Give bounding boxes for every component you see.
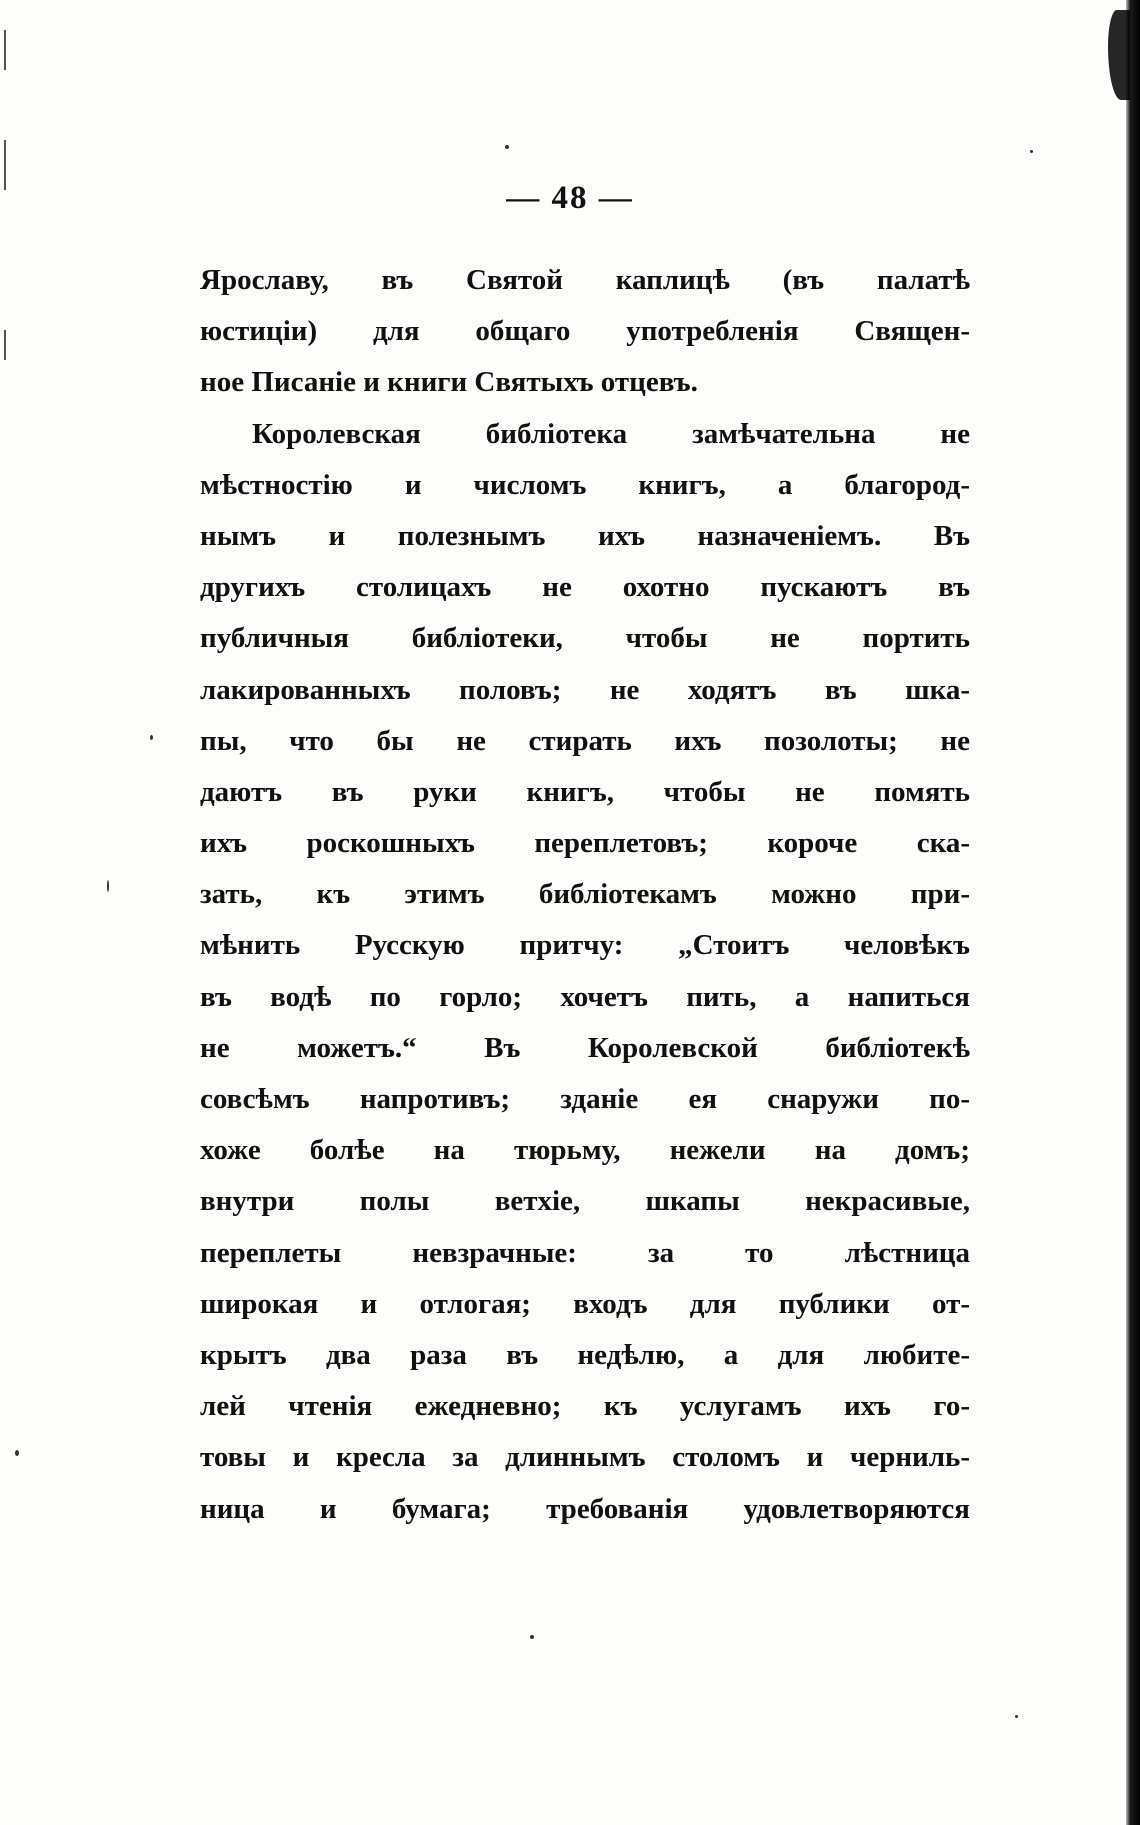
print-speck (1030, 150, 1033, 153)
text-line: переплеты невзрачные: за то лѣстница (200, 1236, 970, 1269)
margin-speck (4, 330, 6, 360)
text-line: публичныя библіотеки, чтобы не портить (200, 622, 970, 655)
text-line: Королевская библіотека замѣчательна не (252, 417, 970, 450)
text-line: лакированныхъ половъ; не ходятъ въ шка- (200, 673, 970, 706)
print-speck (1015, 1715, 1018, 1718)
text-line: широкая и отлогая; входъ для публики от- (200, 1287, 970, 1320)
text-line: другихъ столицахъ не охотно пускаютъ въ (200, 571, 970, 604)
text-line: пы, что бы не стирать ихъ позолоты; не (200, 724, 970, 757)
print-speck (150, 735, 153, 740)
print-speck (505, 145, 509, 149)
print-speck (15, 1450, 19, 1456)
text-line: юстиціи) для общаго употребленія Священ- (200, 315, 970, 348)
text-line: въ водѣ по горло; хочетъ пить, а напиться (200, 980, 970, 1013)
text-line: крытъ два раза въ недѣлю, а для любите- (200, 1338, 970, 1371)
text-line: ное Писаніе и книги Святыхъ отцевъ. (200, 366, 698, 399)
page-number: — 48 — (506, 180, 634, 216)
text-line: мѣнить Русскую притчу: „Стоитъ человѣкъ (200, 929, 970, 962)
body-text (200, 255, 970, 1535)
text-line: не можетъ.“ Въ Королевской библіотекѣ (200, 1031, 970, 1064)
text-line: нымъ и полезнымъ ихъ назначеніемъ. Въ (200, 519, 970, 552)
text-line: совсѣмъ напротивъ; зданіе ея снаружи по- (200, 1083, 970, 1115)
text-line: даютъ въ руки книгъ, чтобы не помять (200, 775, 970, 808)
print-speck (530, 1635, 534, 1639)
text-line: ница и бумага; требованія удовлетворяются (200, 1492, 970, 1525)
text-line: хоже болѣе на тюрьму, нежели на домъ; (200, 1134, 970, 1167)
text-line: зать, къ этимъ библіотекамъ можно при- (200, 878, 970, 911)
print-speck (107, 880, 109, 892)
text-line: мѣстностію и числомъ книгъ, а благород- (200, 468, 970, 501)
text-line: внутри полы ветхіе, шкапы некрасивые, (200, 1185, 970, 1218)
margin-speck (4, 30, 6, 70)
text-line: ихъ роскошныхъ переплетовъ; короче ска- (200, 827, 970, 860)
page-edge-blot (1108, 10, 1130, 100)
page-edge-shadow (1126, 0, 1140, 1825)
text-line: товы и кресла за длиннымъ столомъ и черниль- (200, 1441, 970, 1474)
text-line: лей чтенія ежедневно; къ услугамъ ихъ го- (200, 1390, 970, 1423)
text-line: Ярославу, въ Святой каплицѣ (въ палатѣ (200, 264, 970, 296)
